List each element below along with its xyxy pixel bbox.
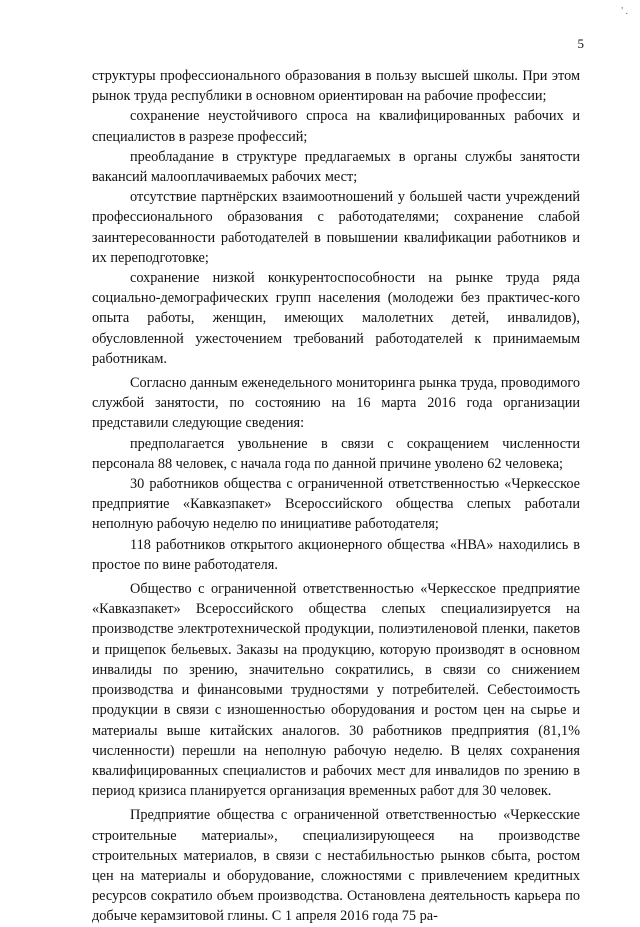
page-body: [92, 66, 580, 927]
paragraph: предполагается увольнение в связи с сокращением численности персонала 88 человек, с начала года по данной причине уволено 62 человека;: [92, 435, 580, 472]
paragraph: Общество с ограниченной ответственностью «Черкесское предприятие «Кавказпакет» Всероссийского общества слепых специализируется на производстве электротехнической продукции, полиэтиленовой пленки, пакетов и прищепок бельевых. Заказы на продукцию, которую производят в основном инвалиды по зрению, значительно сократились, в связи со снижением производства и финансовыми трудностями у потребителей. Себестоимость продукции в связи с изношенностью оборудования и ростом цен на сырье и материалы выше китайских аналогов. 30 работников предприятия (81,1% численности) перешли на неполную рабочую неделю. В целях сохранения квалифицированных специалистов и рабочих мест для инвалидов по зрению в период кризиса планируется организация временных работ для 30 человек.: [92, 581, 580, 800]
paragraph: Согласно данным еженедельного мониторинга рынка труда, проводимого службой занятости, по состоянию на 16 марта 2016 года организации представили следующие сведения:: [92, 375, 580, 432]
page-number: 5: [577, 36, 584, 51]
paragraph: 118 работников открытого акционерного общества «НВА» находились в простое по вине работодателя.: [92, 536, 580, 573]
paragraph: сохранение низкой конкурентоспособности на рынке труда ряда социально-демографических групп населения (молодежи без практичес-кого опыта работы, женщин, имеющих малолетних детей, инвалидов), обусловленной ужесточением требований работодателей к принимаемым работникам.: [92, 270, 580, 367]
paragraph: сохранение неустойчивого спроса на квалифицированных рабочих и специалистов в разрезе профессий;: [92, 108, 580, 145]
corner-marks: ' .: [621, 6, 628, 17]
paragraph: преобладание в структуре предлагаемых в органы службы занятости вакансий малооплачиваемых рабочих мест;: [92, 148, 580, 186]
paragraph: отсутствие партнёрских взаимоотношений у большей части учреждений профессионального образования с работодателями; сохранение слабой заинтересованности работодателей в повышении квалификации работников и их переподготовке;: [92, 189, 580, 266]
paragraph: Предприятие общества с ограниченной ответственностью «Черкесские строительные материалы», специализирующееся на производстве строительных материалов, в связи с нестабильностью рынков сбыта, ростом цен на материалы и оборудование, сложностями с привлечением кредитных ресурсов сократило объем производства. Остановлена деятельность карьера по добыче керамзитовой глины. С 1 апреля 2016 года 75 ра-: [92, 807, 580, 925]
paragraph: 30 работников общества с ограниченной ответственностью «Черкесское предприятие «Кавказпакет» Всероссийского общества слепых работали неполную рабочую неделю по инициативе работодателя;: [92, 476, 580, 533]
paragraph: структуры профессионального образования в пользу высшей школы. При этом рынок труда республики в основном ориентирован на рабочие профессии;: [92, 68, 580, 105]
